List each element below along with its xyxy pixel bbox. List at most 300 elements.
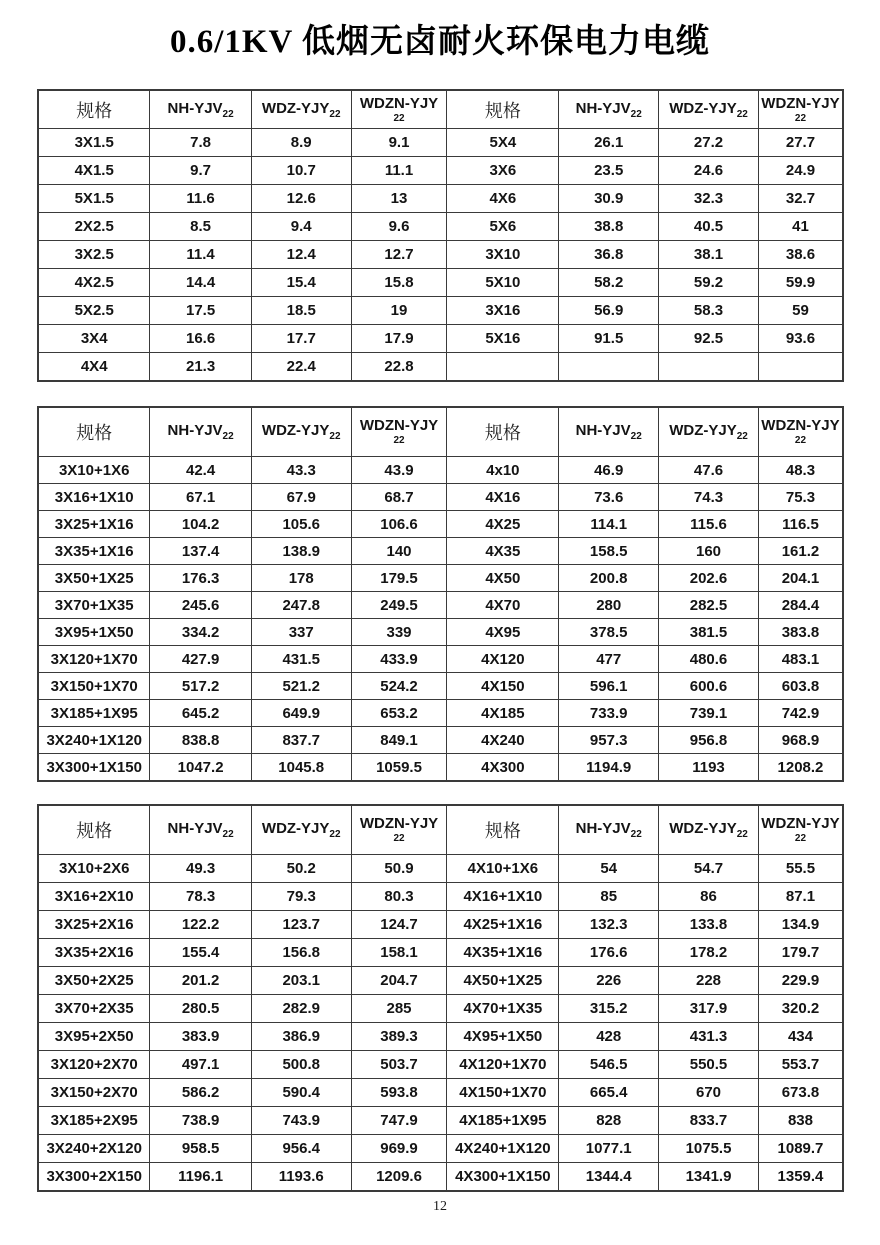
value-cell: 73.6 [559,484,659,511]
spec-cell: 3X300+2X150 [38,1163,150,1192]
spec-cell: 4X95 [447,619,559,646]
value-cell: 92.5 [659,325,759,353]
spec-cell: 5X1.5 [38,185,150,213]
value-cell: 50.9 [351,855,447,883]
cable-spec-table-3 [37,804,844,1192]
spec-cell: 3X35+1X16 [38,538,150,565]
value-cell: 47.6 [659,457,759,484]
table-row [38,727,843,754]
value-cell: 521.2 [251,673,351,700]
spec-cell: 3X120+1X70 [38,646,150,673]
spec-cell: 3X2.5 [38,241,150,269]
value-cell: 738.9 [150,1107,251,1135]
spec-column-header: 规格 [38,90,150,129]
spec-cell: 3X120+2X70 [38,1051,150,1079]
value-cell: 670 [659,1079,759,1107]
value-cell: 67.9 [251,484,351,511]
value-cell: 249.5 [351,592,447,619]
value-cell: 837.7 [251,727,351,754]
value-cell: 546.5 [559,1051,659,1079]
spec-cell: 4X6 [447,185,559,213]
table-row [38,185,843,213]
value-cell: 179.5 [351,565,447,592]
value-cell: 245.6 [150,592,251,619]
value-cell: 1208.2 [758,754,843,782]
cable-spec-table-1 [37,89,844,382]
spec-cell: 3X25+2X16 [38,911,150,939]
spec-cell: 3X70+2X35 [38,995,150,1023]
value-cell: 1209.6 [351,1163,447,1192]
value-cell: 383.9 [150,1023,251,1051]
value-cell: 596.1 [559,673,659,700]
header-row [38,805,843,855]
spec-cell: 2X2.5 [38,213,150,241]
value-cell: 956.4 [251,1135,351,1163]
value-cell: 56.9 [559,297,659,325]
table-row [38,619,843,646]
value-cell: 16.6 [150,325,251,353]
value-cell: 9.4 [251,213,351,241]
spec-cell: 4X16 [447,484,559,511]
value-cell: 59.9 [758,269,843,297]
value-cell: 833.7 [659,1107,759,1135]
value-cell: 38.6 [758,241,843,269]
value-cell: 32.3 [659,185,759,213]
value-cell: 93.6 [758,325,843,353]
value-cell: 8.9 [251,129,351,157]
value-cell: 80.3 [351,883,447,911]
value-cell: 285 [351,995,447,1023]
value-cell: 1075.5 [659,1135,759,1163]
spec-cell: 3X16+1X10 [38,484,150,511]
spec-cell: 3X70+1X35 [38,592,150,619]
table-row [38,967,843,995]
column-header: $NH-YJV_{22}$ [559,90,659,129]
table-row [38,269,843,297]
value-cell: 50.2 [251,855,351,883]
value-cell: 958.5 [150,1135,251,1163]
value-cell: 282.9 [251,995,351,1023]
value-cell: 38.8 [559,213,659,241]
value-cell: 247.8 [251,592,351,619]
value-cell: 742.9 [758,700,843,727]
spec-cell: 4X120 [447,646,559,673]
spec-cell: 3X185+2X95 [38,1107,150,1135]
spec-cell: 5X2.5 [38,297,150,325]
spec-cell: 4X10+1X6 [447,855,559,883]
value-cell: 24.9 [758,157,843,185]
value-cell: 1193 [659,754,759,782]
column-header: WDZN-YJY 22 [758,805,843,855]
value-cell: 553.7 [758,1051,843,1079]
column-header: $NH-YJV_{22}$ [559,805,659,855]
value-cell: 17.5 [150,297,251,325]
value-cell: 176.6 [559,939,659,967]
value-cell: 1059.5 [351,754,447,782]
value-cell: 229.9 [758,967,843,995]
value-cell: 600.6 [659,673,759,700]
spec-cell: 4X120+1X70 [447,1051,559,1079]
value-cell: 116.5 [758,511,843,538]
column-header: $NH-YJV_{22}$ [150,90,251,129]
header-row [38,407,843,457]
value-cell: 42.4 [150,457,251,484]
value-cell: 228 [659,967,759,995]
column-header: WDZN-YJY 22 [351,805,447,855]
spec-cell: 3X16+2X10 [38,883,150,911]
value-cell: 11.4 [150,241,251,269]
value-cell: 22.8 [351,353,447,382]
value-cell: 849.1 [351,727,447,754]
value-cell: 337 [251,619,351,646]
spec-cell: 4X70 [447,592,559,619]
value-cell: 115.6 [659,511,759,538]
value-cell: 134.9 [758,911,843,939]
value-cell: 431.3 [659,1023,759,1051]
table-row [38,1051,843,1079]
value-cell: 58.2 [559,269,659,297]
value-cell: 178 [251,565,351,592]
value-cell: 87.1 [758,883,843,911]
value-cell: 9.1 [351,129,447,157]
column-header: WDZ-$YJY_{22}$ [251,407,351,457]
value-cell: 204.1 [758,565,843,592]
value-cell: 9.7 [150,157,251,185]
spec-cell: 4X25 [447,511,559,538]
table-row [38,646,843,673]
value-cell: 19 [351,297,447,325]
table-row [38,673,843,700]
column-header: $NH-YJV_{22}$ [559,407,659,457]
value-cell: 12.7 [351,241,447,269]
spec-cell: 4X240+1X120 [447,1135,559,1163]
value-cell: 86 [659,883,759,911]
value-cell: 124.7 [351,911,447,939]
spec-column-header: 规格 [38,407,150,457]
spec-cell: 3X95+2X50 [38,1023,150,1051]
value-cell [559,353,659,382]
value-cell: 226 [559,967,659,995]
value-cell: 645.2 [150,700,251,727]
value-cell: 78.3 [150,883,251,911]
spec-column-header: 规格 [447,90,559,129]
value-cell: 1194.9 [559,754,659,782]
table-row [38,1107,843,1135]
value-cell: 11.6 [150,185,251,213]
value-cell: 91.5 [559,325,659,353]
value-cell: 381.5 [659,619,759,646]
value-cell: 10.7 [251,157,351,185]
value-cell: 1344.4 [559,1163,659,1192]
value-cell: 68.7 [351,484,447,511]
value-cell: 23.5 [559,157,659,185]
table-row [38,538,843,565]
value-cell: 969.9 [351,1135,447,1163]
spec-cell: 4X70+1X35 [447,995,559,1023]
value-cell: 334.2 [150,619,251,646]
table-row [38,592,843,619]
value-cell: 282.5 [659,592,759,619]
value-cell: 38.1 [659,241,759,269]
table-row [38,1163,843,1192]
column-header: WDZN-YJY 22 [758,407,843,457]
spec-cell: 4X50 [447,565,559,592]
spec-cell: 4X300 [447,754,559,782]
table-row [38,129,843,157]
spec-cell: 3X10 [447,241,559,269]
value-cell: 158.1 [351,939,447,967]
value-cell: 9.6 [351,213,447,241]
value-cell: 105.6 [251,511,351,538]
value-cell: 11.1 [351,157,447,185]
cable-spec-table-2 [37,406,844,782]
spec-cell: 3X185+1X95 [38,700,150,727]
value-cell: 517.2 [150,673,251,700]
spec-cell: 3X95+1X50 [38,619,150,646]
spec-cell: 4X185+1X95 [447,1107,559,1135]
spec-column-header: 规格 [447,805,559,855]
value-cell: 122.2 [150,911,251,939]
value-cell: 24.6 [659,157,759,185]
table-row [38,353,843,382]
spec-cell: 3X25+1X16 [38,511,150,538]
value-cell: 27.2 [659,129,759,157]
value-cell: 26.1 [559,129,659,157]
table-row [38,484,843,511]
value-cell: 649.9 [251,700,351,727]
table-row [38,700,843,727]
value-cell: 123.7 [251,911,351,939]
value-cell: 524.2 [351,673,447,700]
spec-cell: 4X35+1X16 [447,939,559,967]
value-cell: 603.8 [758,673,843,700]
spec-cell [447,353,559,382]
value-cell: 203.1 [251,967,351,995]
value-cell: 673.8 [758,1079,843,1107]
spec-cell: 4X1.5 [38,157,150,185]
value-cell: 339 [351,619,447,646]
column-header: WDZN-YJY 22 [351,90,447,129]
page-title: 0.6/1KV 低烟无卤耐火环保电力电缆 [169,24,711,60]
value-cell: 956.8 [659,727,759,754]
spec-cell: 4X240 [447,727,559,754]
value-cell: 22.4 [251,353,351,382]
value-cell: 500.8 [251,1051,351,1079]
spec-cell: 3X10+1X6 [38,457,150,484]
value-cell: 13 [351,185,447,213]
column-header: WDZ-$YJY_{22}$ [659,805,759,855]
spec-column-header: 规格 [447,407,559,457]
value-cell: 1359.4 [758,1163,843,1192]
spec-cell: 3X6 [447,157,559,185]
value-cell: 158.5 [559,538,659,565]
value-cell: 21.3 [150,353,251,382]
column-header: $NH-YJV_{22}$ [150,407,251,457]
value-cell: 15.4 [251,269,351,297]
table-row [38,511,843,538]
spec-column-header: 规格 [38,805,150,855]
value-cell: 59.2 [659,269,759,297]
spec-cell: 3X50+2X25 [38,967,150,995]
value-cell: 968.9 [758,727,843,754]
value-cell: 67.1 [150,484,251,511]
value-cell: 665.4 [559,1079,659,1107]
value-cell: 383.8 [758,619,843,646]
value-cell: 43.3 [251,457,351,484]
value-cell: 12.6 [251,185,351,213]
value-cell: 49.3 [150,855,251,883]
spec-cell: 3X1.5 [38,129,150,157]
value-cell: 106.6 [351,511,447,538]
table-row [38,213,843,241]
value-cell: 427.9 [150,646,251,673]
spec-cell: 4X185 [447,700,559,727]
spec-cell: 5X16 [447,325,559,353]
spec-cell: 3X16 [447,297,559,325]
value-cell: 550.5 [659,1051,759,1079]
value-cell: 74.3 [659,484,759,511]
value-cell: 1341.9 [659,1163,759,1192]
value-cell: 137.4 [150,538,251,565]
value-cell: 132.3 [559,911,659,939]
value-cell [659,353,759,382]
spec-cell: 3X10+2X6 [38,855,150,883]
value-cell: 743.9 [251,1107,351,1135]
column-header: WDZ-$YJY_{22}$ [251,805,351,855]
value-cell: 27.7 [758,129,843,157]
value-cell: 1047.2 [150,754,251,782]
value-cell: 1077.1 [559,1135,659,1163]
value-cell: 58.3 [659,297,759,325]
spec-cell: 3X4 [38,325,150,353]
value-cell: 140 [351,538,447,565]
column-header: WDZ-$YJY_{22}$ [659,407,759,457]
value-cell: 32.7 [758,185,843,213]
value-cell: 133.8 [659,911,759,939]
table-row [38,157,843,185]
value-cell: 957.3 [559,727,659,754]
value-cell: 477 [559,646,659,673]
value-cell: 41 [758,213,843,241]
value-cell: 284.4 [758,592,843,619]
value-cell: 653.2 [351,700,447,727]
value-cell: 480.6 [659,646,759,673]
value-cell: 433.9 [351,646,447,673]
column-header: WDZN-YJY 22 [351,407,447,457]
value-cell: 161.2 [758,538,843,565]
value-cell: 503.7 [351,1051,447,1079]
value-cell: 428 [559,1023,659,1051]
value-cell: 48.3 [758,457,843,484]
value-cell: 8.5 [150,213,251,241]
value-cell: 202.6 [659,565,759,592]
value-cell: 1089.7 [758,1135,843,1163]
column-header: WDZ-$YJY_{22}$ [659,90,759,129]
column-header: WDZ-$YJY_{22}$ [251,90,351,129]
value-cell: 747.9 [351,1107,447,1135]
table-row [38,1135,843,1163]
value-cell: 46.9 [559,457,659,484]
value-cell: 79.3 [251,883,351,911]
table-row [38,457,843,484]
value-cell: 320.2 [758,995,843,1023]
value-cell: 838.8 [150,727,251,754]
value-cell: 586.2 [150,1079,251,1107]
value-cell: 1196.1 [150,1163,251,1192]
value-cell: 828 [559,1107,659,1135]
value-cell: 36.8 [559,241,659,269]
column-header: WDZN-YJY 22 [758,90,843,129]
value-cell: 138.9 [251,538,351,565]
value-cell: 317.9 [659,995,759,1023]
header-row [38,90,843,129]
value-cell: 15.8 [351,269,447,297]
value-cell: 176.3 [150,565,251,592]
spec-cell: 4X25+1X16 [447,911,559,939]
value-cell: 55.5 [758,855,843,883]
value-cell: 54 [559,855,659,883]
value-cell: 59 [758,297,843,325]
value-cell: 739.1 [659,700,759,727]
value-cell: 178.2 [659,939,759,967]
value-cell: 483.1 [758,646,843,673]
value-cell: 204.7 [351,967,447,995]
spec-cell: 4X95+1X50 [447,1023,559,1051]
value-cell: 200.8 [559,565,659,592]
table-row [38,883,843,911]
spec-cell: 3X50+1X25 [38,565,150,592]
table-row [38,325,843,353]
spec-cell: 4X35 [447,538,559,565]
spec-cell: 3X240+1X120 [38,727,150,754]
spec-cell: 5X6 [447,213,559,241]
value-cell: 7.8 [150,129,251,157]
value-cell: 315.2 [559,995,659,1023]
value-cell: 18.5 [251,297,351,325]
spec-cell: 4X16+1X10 [447,883,559,911]
value-cell: 75.3 [758,484,843,511]
spec-cell: 4X150 [447,673,559,700]
value-cell: 17.7 [251,325,351,353]
spec-cell: 3X35+2X16 [38,939,150,967]
value-cell: 17.9 [351,325,447,353]
value-cell: 12.4 [251,241,351,269]
spec-cell: 4x10 [447,457,559,484]
value-cell: 54.7 [659,855,759,883]
value-cell: 280 [559,592,659,619]
table-row [38,565,843,592]
value-cell: 386.9 [251,1023,351,1051]
table-row [38,754,843,782]
table-row [38,939,843,967]
value-cell: 1193.6 [251,1163,351,1192]
table-row [38,1023,843,1051]
value-cell: 14.4 [150,269,251,297]
value-cell: 389.3 [351,1023,447,1051]
value-cell: 497.1 [150,1051,251,1079]
value-cell [758,353,843,382]
value-cell: 155.4 [150,939,251,967]
value-cell: 43.9 [351,457,447,484]
spec-cell: 4X4 [38,353,150,382]
table-row [38,241,843,269]
spec-cell: 5X10 [447,269,559,297]
value-cell: 378.5 [559,619,659,646]
spec-cell: 4X300+1X150 [447,1163,559,1192]
table-row [38,911,843,939]
value-cell: 85 [559,883,659,911]
value-cell: 1045.8 [251,754,351,782]
